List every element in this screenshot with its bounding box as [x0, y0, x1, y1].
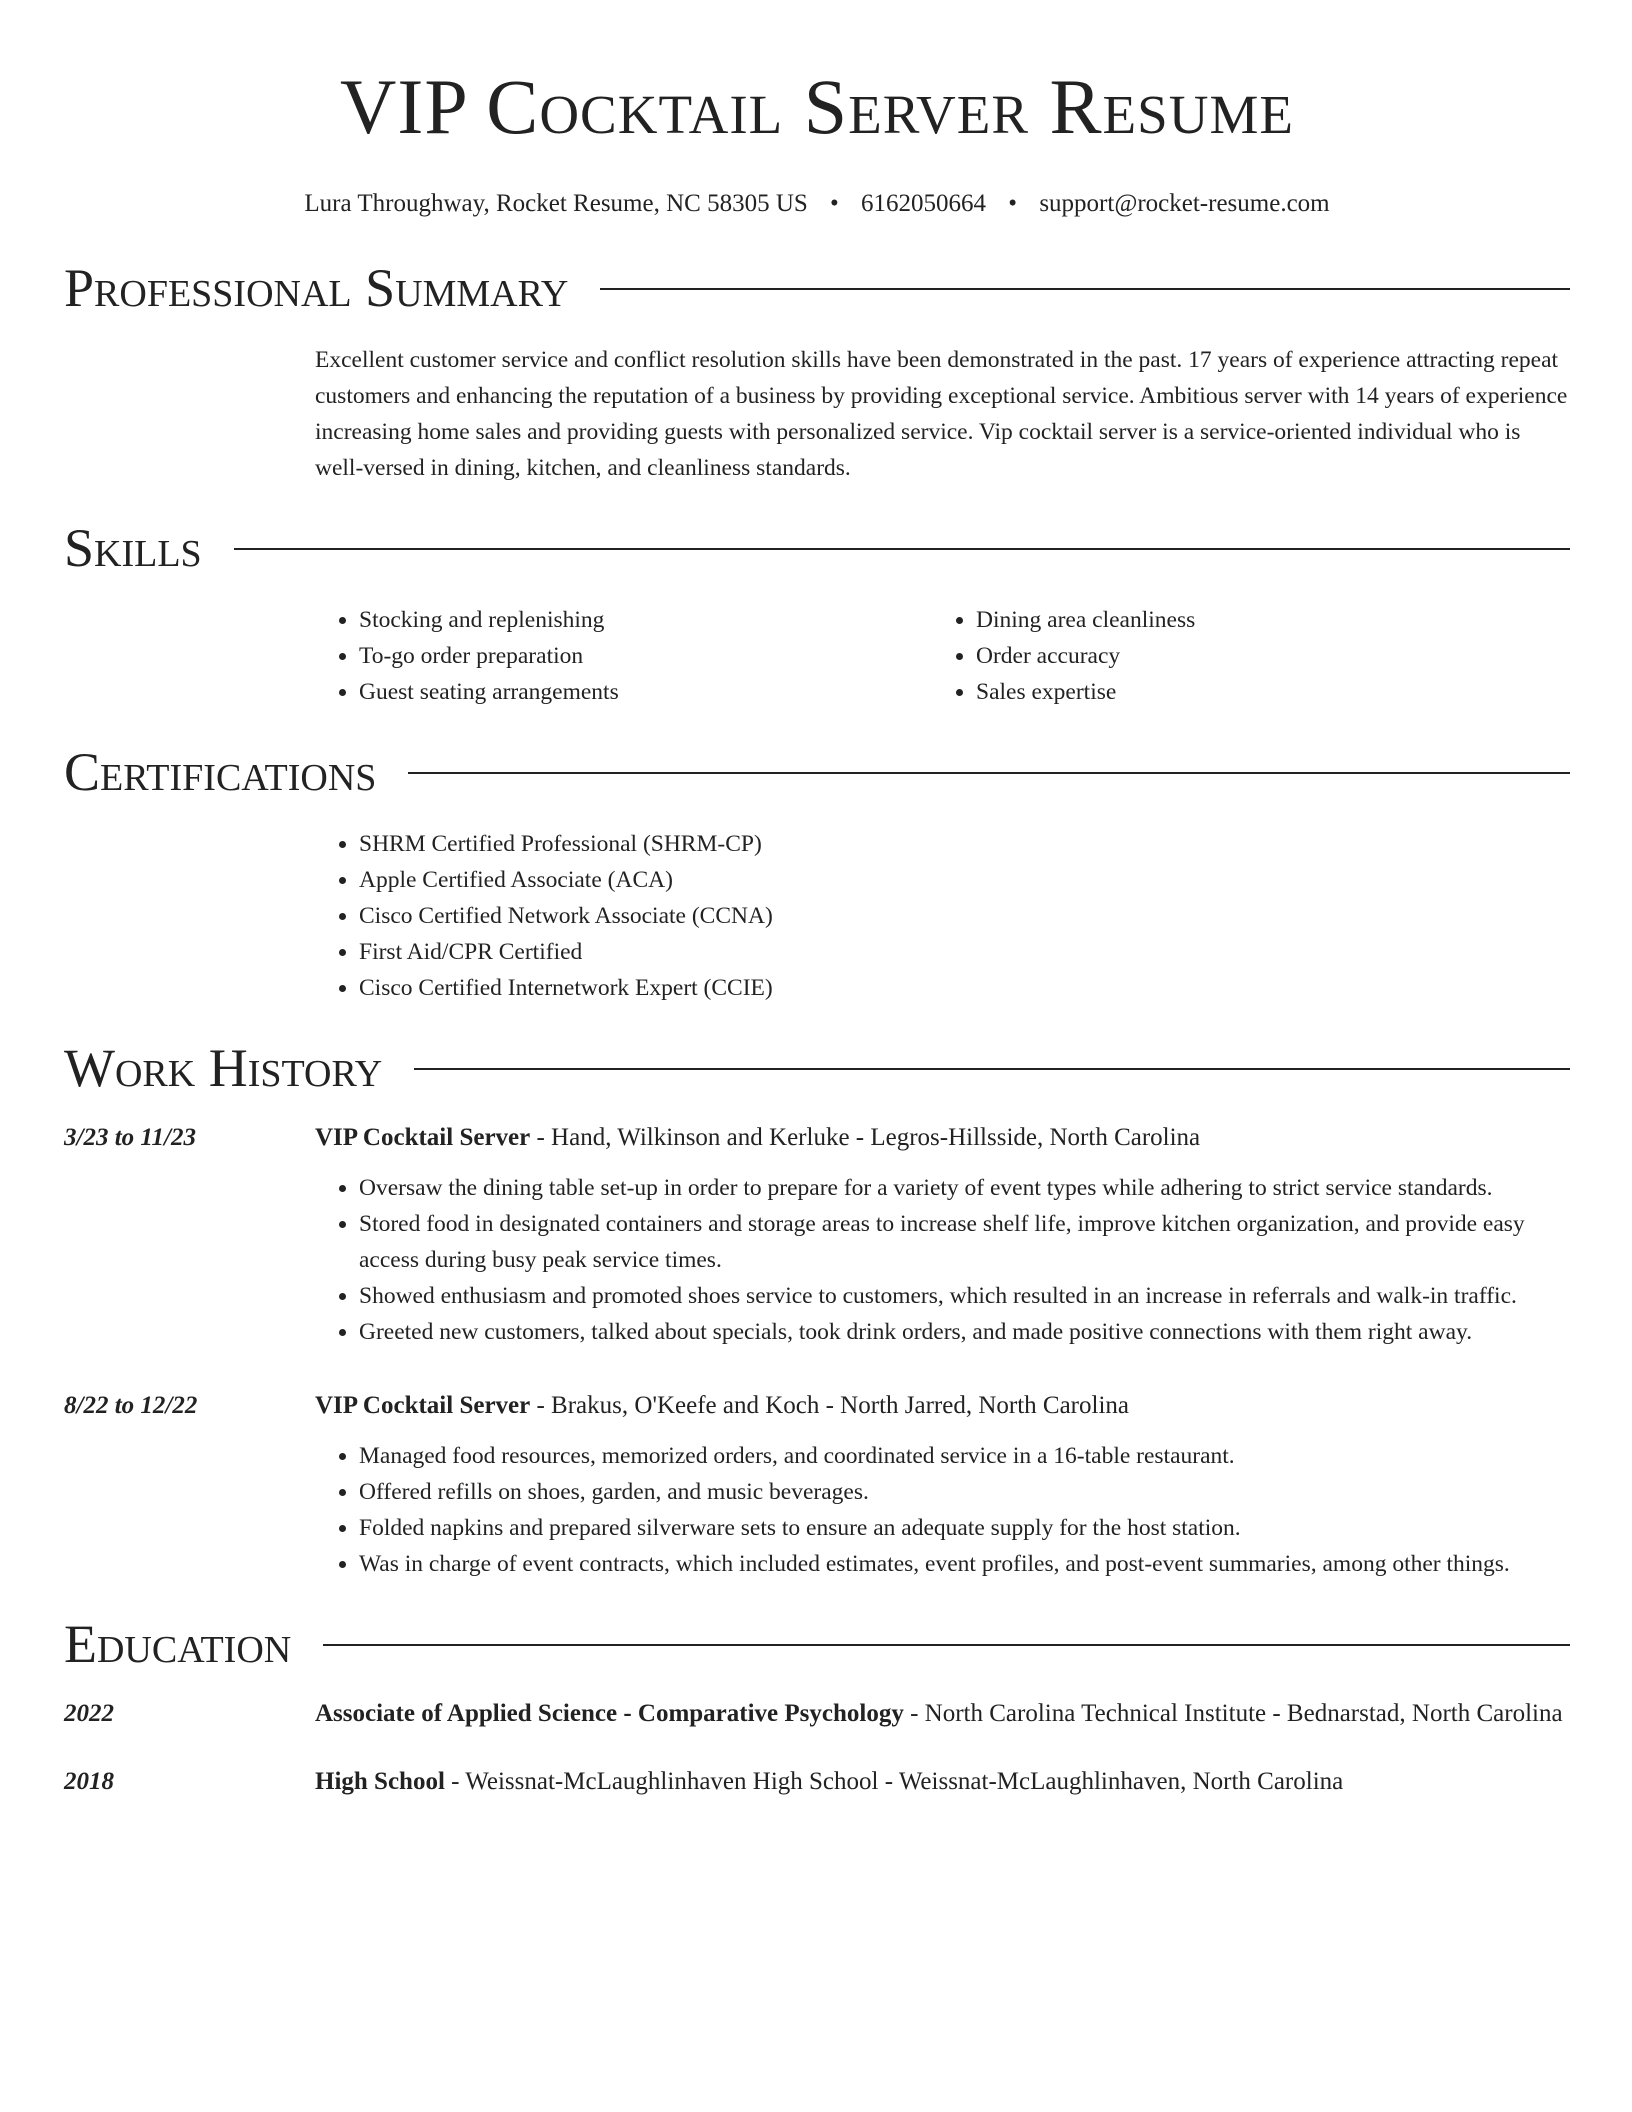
certification-item: • Cisco Certified Internetwork Expert (CCIE): [359, 970, 1570, 1006]
education-degree: Associate of Applied Science - Comparative Psychology: [315, 1700, 904, 1727]
skill-item: • To-go order preparation: [359, 638, 932, 674]
section-divider: [234, 548, 1570, 550]
education-school: - North Carolina Technical Institute - Bednarstad, North Carolina: [903, 1700, 1563, 1727]
job-bullet: • Offered refills on shoes, garden, and music beverages.: [359, 1474, 1570, 1510]
education-headline: [315, 1762, 1570, 1802]
work-section-header: [64, 1036, 1570, 1100]
job-employer: - Hand, Wilkinson and Kerluke - Legros-Hillsside, North Carolina: [530, 1124, 1201, 1151]
job-dates: 3/23 to 11/23: [64, 1124, 196, 1151]
job-bullet: • Managed food resources, memorized orders, and coordinated service in a 16-table restaurant.: [359, 1438, 1570, 1474]
skill-item: • Stocking and replenishing: [359, 602, 932, 638]
resume-page: [64, 0, 1570, 1802]
certification-item: • First Aid/CPR Certified: [359, 934, 1570, 970]
job-entry: [64, 1118, 1570, 1350]
education-year: 2022: [64, 1700, 114, 1727]
skills-grid: [315, 602, 1570, 710]
education-degree: High School: [315, 1768, 445, 1795]
contact-email: support@rocket-resume.com: [1039, 190, 1330, 217]
job-bullet: • Greeted new customers, talked about specials, took drink orders, and made positive connections with them right away.: [359, 1314, 1570, 1350]
skills-column-left: [315, 602, 932, 710]
education-school: - Weissnat-McLaughlinhaven High School - Weissnat-McLaughlinhaven, North Carolina: [444, 1768, 1344, 1795]
certification-item: • Cisco Certified Network Associate (CCNA): [359, 898, 1570, 934]
summary-heading: Professional Summary: [64, 258, 569, 318]
skills-heading: Skills: [64, 518, 202, 578]
job-title: VIP Cocktail Server: [315, 1392, 531, 1419]
job-dates: 8/22 to 12/22: [64, 1392, 198, 1419]
certifications-heading: Certifications: [64, 742, 377, 802]
skill-item: • Guest seating arrangements: [359, 674, 932, 710]
job-employer: - Brakus, O'Keefe and Koch - North Jarred, North Carolina: [530, 1392, 1129, 1419]
summary-section-header: [64, 256, 1570, 320]
job-bullet: • Was in charge of event contracts, which included estimates, event profiles, and post-event summaries, among other things.: [359, 1546, 1570, 1582]
job-headline: [315, 1118, 1570, 1158]
contact-separator: •: [1008, 190, 1018, 217]
section-divider: [414, 1068, 1570, 1070]
education-entry: [64, 1762, 1570, 1802]
skills-section: [315, 602, 1570, 710]
job-bullet: • Showed enthusiasm and promoted shoes service to customers, which resulted in an increase in referrals and walk-in traffic.: [359, 1278, 1570, 1314]
education-section-header: [64, 1612, 1570, 1676]
skills-section-header: [64, 516, 1570, 580]
contact-address: Lura Throughway, Rocket Resume, NC 58305 US: [304, 190, 808, 217]
job-headline: [315, 1386, 1570, 1426]
skill-item: • Sales expertise: [976, 674, 1549, 710]
contact-separator: •: [830, 190, 839, 217]
summary-text: Excellent customer service and conflict resolution skills have been demonstrated in the past. 17 years of experience attracting repeat customers and enhancing the reputation of a business by providing exceptional service. Ambitious server with 14 years of experience increasing home sales and providing guests with personalized service. Vip cocktail server is a service-oriented individual who is well-versed in dining, kitchen, and cleanliness standards.: [315, 347, 1568, 481]
skill-item: • Order accuracy: [976, 638, 1549, 674]
job-bullet: • Folded napkins and prepared silverware sets to ensure an adequate supply for the host station.: [359, 1510, 1570, 1546]
contact-line: [64, 188, 1570, 220]
certification-item: • Apple Certified Associate (ACA): [359, 862, 1570, 898]
summary-section: [315, 342, 1570, 486]
skill-item: • Dining area cleanliness: [976, 602, 1549, 638]
job-title: VIP Cocktail Server: [315, 1124, 531, 1151]
certifications-section-header: [64, 740, 1570, 804]
education-headline: [315, 1694, 1570, 1734]
work-heading: Work History: [64, 1038, 383, 1098]
resume-title: VIP Cocktail Server Resume: [340, 63, 1294, 150]
education-year: 2018: [64, 1768, 114, 1795]
certification-item: • SHRM Certified Professional (SHRM-CP): [359, 826, 1570, 862]
job-bullet: • Oversaw the dining table set-up in order to prepare for a variety of event types while adhering to strict service standards.: [359, 1170, 1570, 1206]
section-divider: [600, 288, 1570, 290]
job-entry: [64, 1386, 1570, 1582]
section-divider: [408, 772, 1570, 774]
certifications-section: [315, 826, 1570, 1006]
education-entry: [64, 1694, 1570, 1734]
education-heading: Education: [64, 1614, 292, 1674]
skills-column-right: [932, 602, 1549, 710]
job-bullet: • Stored food in designated containers and storage areas to increase shelf life, improve kitchen organization, and provide easy access during busy peak service times.: [359, 1206, 1570, 1278]
section-divider: [323, 1644, 1570, 1646]
contact-phone: 6162050664: [861, 190, 987, 217]
